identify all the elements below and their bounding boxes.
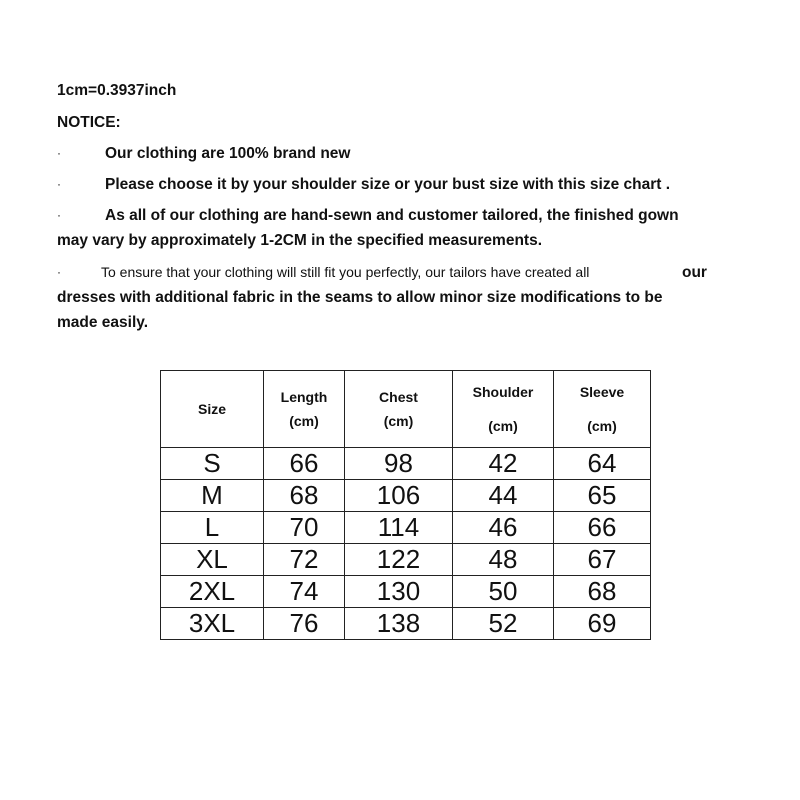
header-size xyxy=(161,371,264,448)
cell-sleeve: 67 xyxy=(554,544,651,576)
cell-sleeve: 69 xyxy=(554,608,651,640)
cell-size: M xyxy=(161,480,264,512)
table-row xyxy=(161,480,651,512)
cell-sleeve: 64 xyxy=(554,448,651,480)
header-chest xyxy=(345,371,453,448)
header-shoulder xyxy=(453,371,554,448)
bullet-3: · xyxy=(57,208,61,222)
table-row xyxy=(161,544,651,576)
notice-label: NOTICE: xyxy=(57,114,121,131)
header-sleeve xyxy=(554,371,651,448)
note-fit-line2: dresses with additional fabric in the seams to allow minor size modifications to be xyxy=(57,289,663,306)
table-row xyxy=(161,448,651,480)
cell-sleeve: 68 xyxy=(554,576,651,608)
cell-size: 2XL xyxy=(161,576,264,608)
cell-size: XL xyxy=(161,544,264,576)
cell-shoulder: 48 xyxy=(453,544,554,576)
note-brand-new: Our clothing are 100% brand new xyxy=(105,145,351,162)
cell-chest: 98 xyxy=(345,448,453,480)
cell-shoulder: 52 xyxy=(453,608,554,640)
cell-size: L xyxy=(161,512,264,544)
bullet-4: · xyxy=(57,265,61,279)
cell-length: 70 xyxy=(264,512,345,544)
header-size-label: Size xyxy=(197,401,226,417)
table-row xyxy=(161,512,651,544)
table-row xyxy=(161,608,651,640)
cell-shoulder: 44 xyxy=(453,480,554,512)
cell-chest: 114 xyxy=(345,512,453,544)
header-sleeve-label: Sleeve xyxy=(579,384,625,400)
header-shoulder-unit: (cm) xyxy=(488,418,518,434)
cell-chest: 138 xyxy=(345,608,453,640)
cell-length: 66 xyxy=(264,448,345,480)
cell-sleeve: 66 xyxy=(554,512,651,544)
cell-length: 72 xyxy=(264,544,345,576)
cell-shoulder: 46 xyxy=(453,512,554,544)
cell-size: S xyxy=(161,448,264,480)
table-row xyxy=(161,576,651,608)
cell-length: 68 xyxy=(264,480,345,512)
cell-sleeve: 65 xyxy=(554,480,651,512)
header-sleeve-unit: (cm) xyxy=(587,418,617,434)
header-length-label: Length xyxy=(280,389,328,405)
note-fit-line3: made easily. xyxy=(57,314,149,331)
note-choose-size: Please choose it by your shoulder size or your bust size with this size chart . xyxy=(105,176,671,193)
bullet-1: · xyxy=(57,146,61,160)
note-hand-sewn: As all of our clothing are hand-sewn and customer tailored, the finished gown xyxy=(105,207,679,224)
conversion-note: 1cm=0.3937inch xyxy=(57,82,177,99)
header-shoulder-label: Shoulder xyxy=(472,384,534,400)
cell-shoulder: 42 xyxy=(453,448,554,480)
cell-length: 74 xyxy=(264,576,345,608)
cell-chest: 106 xyxy=(345,480,453,512)
header-length xyxy=(264,371,345,448)
cell-length: 76 xyxy=(264,608,345,640)
bullet-2: · xyxy=(57,177,61,191)
cell-size: 3XL xyxy=(161,608,264,640)
cell-shoulder: 50 xyxy=(453,576,554,608)
note-fit-line1: To ensure that your clothing will still fit you perfectly, our tailors have created all xyxy=(101,264,590,280)
header-chest-unit: (cm) xyxy=(383,413,414,429)
header-length-unit: (cm) xyxy=(289,413,319,429)
table-header-row xyxy=(161,371,651,448)
header-chest-label: Chest xyxy=(379,389,418,405)
cell-chest: 122 xyxy=(345,544,453,576)
note-fit-line1-end: our xyxy=(682,264,707,281)
cell-chest: 130 xyxy=(345,576,453,608)
size-chart-table xyxy=(160,370,651,640)
note-hand-sewn-cont: may vary by approximately 1-2CM in the specified measurements. xyxy=(57,232,542,249)
